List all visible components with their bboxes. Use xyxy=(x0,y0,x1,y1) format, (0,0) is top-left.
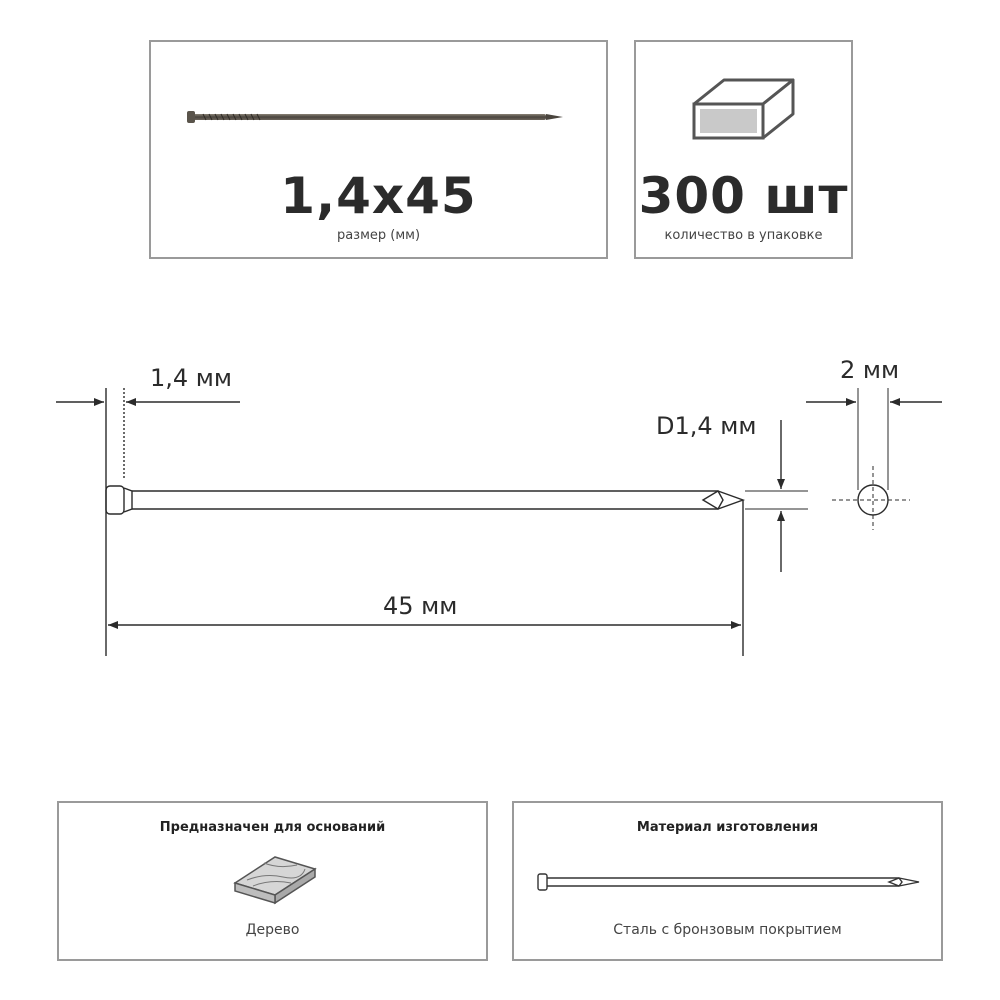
quantity-caption: количество в упаковке xyxy=(664,228,823,243)
head-height-label: 1,4 мм xyxy=(150,364,233,392)
size-card xyxy=(149,40,608,259)
head-diameter-label: 2 мм xyxy=(840,356,900,384)
material-title: Материал изготовления xyxy=(636,820,819,835)
quantity-value: 300 шт xyxy=(638,167,849,225)
quantity-card xyxy=(634,40,853,259)
base-item: Дерево xyxy=(245,922,300,938)
length-label: 45 мм xyxy=(383,592,458,620)
nail-icon xyxy=(514,803,941,913)
nail-photo-icon xyxy=(151,42,606,142)
material-item: Сталь с бронзовым покрытием xyxy=(613,922,842,938)
material-card xyxy=(512,801,943,961)
base-card xyxy=(57,801,488,961)
wood-plank-icon xyxy=(59,803,486,913)
size-value: 1,4х45 xyxy=(280,167,477,225)
base-title: Предназначен для оснований xyxy=(159,820,386,835)
box-icon xyxy=(636,42,851,152)
shank-diameter-label: D1,4 мм xyxy=(656,412,757,440)
size-caption: размер (мм) xyxy=(336,228,421,243)
